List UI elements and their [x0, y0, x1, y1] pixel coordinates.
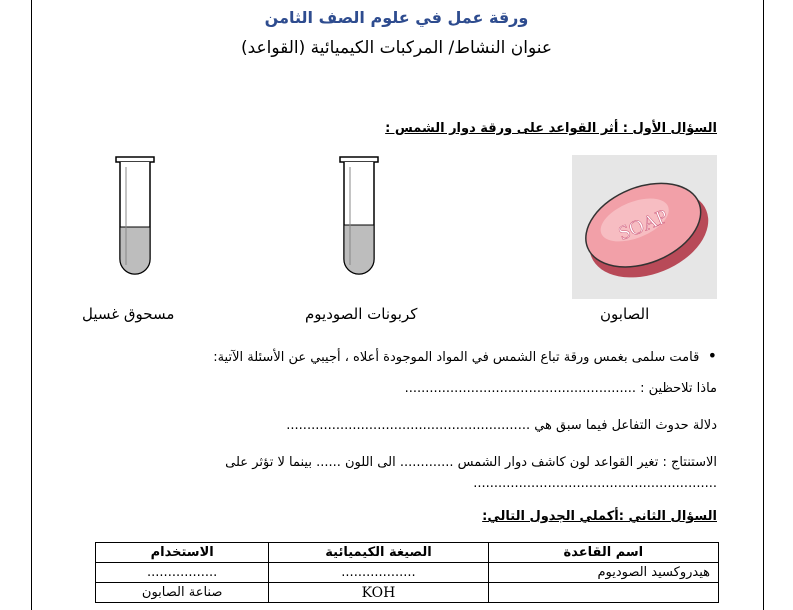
bases-table	[95, 542, 719, 603]
table-cell: KOH	[269, 583, 488, 603]
instruction-bullet	[213, 346, 717, 365]
indicates-question: دلالة حدوث التفاعل فيما سبق هي ...........................................................	[286, 418, 717, 433]
label-detergent: مسحوق غسيل	[82, 305, 175, 323]
left-margin-line	[31, 0, 32, 610]
question1-heading: السؤال الأول : أثر القواعد على ورقة دوار الشمس :	[385, 121, 717, 136]
table-cell: صناعة الصابون	[96, 583, 269, 603]
table-cell: هيدروكسيد الصوديوم	[488, 563, 718, 583]
activity-title: عنوان النشاط/ المركبات الكيميائية (القواعد)	[240, 38, 553, 58]
table-header-row	[96, 543, 719, 563]
svg-text:SOAP: SOAP	[615, 205, 672, 245]
instruction-text: قامت سلمى بغمس ورقة تباع الشمس في المواد الموجودة أعلاه ، أجيبي عن الأسئلة الآتية:	[213, 350, 700, 365]
soap-image	[572, 155, 717, 299]
conclusion-text: الاستنتاج : تغير القواعد لون كاشف دوار الشمس ............. الى اللون ...... بينما لا تؤثر على	[225, 455, 717, 470]
column-formula: الصيغة الكيميائية	[269, 543, 488, 563]
conclusion-continuation: ...........................................................	[473, 476, 717, 491]
table-cell: .................	[96, 563, 269, 583]
observe-question: ماذا تلاحظين : ........................................................	[404, 381, 717, 396]
page-title: ورقة عمل في علوم الصف الثامن	[264, 8, 529, 27]
column-base-name: اسم القاعدة	[488, 543, 718, 563]
table-row	[96, 583, 719, 603]
label-soap: الصابون	[600, 305, 650, 323]
column-usage: الاستخدام	[96, 543, 269, 563]
question2-heading: السؤال الثاني :أكملي الجدول التالي:	[482, 509, 717, 524]
table-row	[96, 563, 719, 583]
label-sodium-carbonate: كربونات الصوديوم	[305, 305, 418, 323]
bullet-dot: •	[707, 346, 717, 365]
soap-icon	[572, 155, 717, 299]
table-cell: ..................	[269, 563, 488, 583]
table-cell	[488, 583, 718, 603]
test-tube-sodium-carbonate-icon	[336, 155, 386, 285]
right-margin-line	[763, 0, 764, 610]
test-tube-detergent-icon	[112, 155, 162, 285]
